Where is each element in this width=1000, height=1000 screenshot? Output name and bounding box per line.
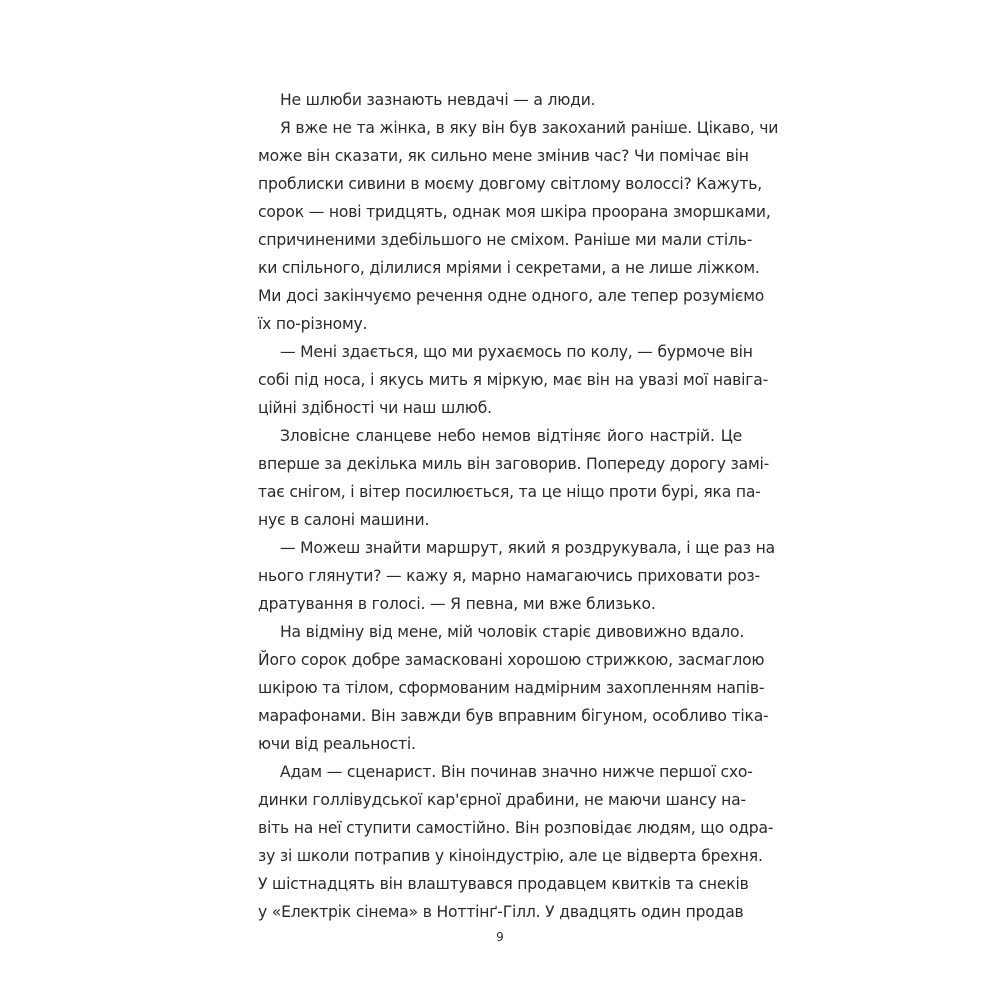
text-line: нує в салоні машини. [258,511,430,529]
text-line: їх по-різному. [258,315,368,333]
text-line: динки голлівудської кар'єрної драбини, не маючи шансу на- [258,791,746,809]
page-number: 9 [496,930,504,944]
text-line: У шістнадцять він влаштувався продавцем квитків та снеків [258,875,749,893]
text-line: вперше за декілька миль він заговорив. Попереду дорогу замі- [258,455,770,473]
text-line: Ми досі закінчуємо речення одне одного, але тепер розуміємо [258,287,765,305]
text-line: тає снігом, і вітер посилюється, та це ніщо проти бурі, яка па- [258,483,761,501]
text-line: — Мені здається, що ми рухаємось по колу, — бурмоче він [280,343,753,361]
text-line: ючи від реальності. [258,735,416,753]
text-line: Не шлюби зазнають невдачі — а люди. [280,91,596,109]
text-line: ки спільного, ділилися мріями і секретами, а не лише ліжком. [258,259,760,277]
text-line: віть на неї ступити самостійно. Він розповідає людям, що одра- [258,819,774,837]
text-line: Зловісне сланцеве небо немов відтіняє його настрій. Це [280,427,742,445]
text-line: — Можеш знайти маршрут, який я роздрукувала, і ще раз на [280,539,775,557]
text-line: сорок — нові тридцять, однак моя шкіра проорана зморшками, [258,203,771,221]
text-line: у «Електрік сінема» в Ноттінґ-Гілл. У двадцять один продав [258,903,744,921]
text-line: На відміну від мене, мій чоловік старіє дивовижно вдало. [280,623,745,641]
text-line: ційні здібності чи наш шлюб. [258,399,492,417]
text-line: Я вже не та жінка, в яку він був закоханий раніше. Цікаво, чи [280,119,779,137]
text-line: шкірою та тілом, сформованим надмірним захопленням напів- [258,679,765,697]
text-line: спричиненими здебільшого не сміхом. Раніше ми мали стіль- [258,231,753,249]
text-line: дратування в голосі. — Я певна, ми вже близько. [258,595,656,613]
text-line: Його сорок добре замасковані хорошою стрижкою, засмаглою [258,651,765,669]
body-text [258,86,779,926]
text-line: нього глянути? — кажу я, марно намагаючись приховати роз- [258,567,760,585]
text-line: Адам — сценарист. Він починав значно нижче першої схо- [280,763,753,781]
text-line: проблиски сивини в моєму довгому світлому волоссі? Кажуть, [258,175,763,193]
text-line: може він сказати, як сильно мене змінив час? Чи помічає він [258,147,749,165]
text-line: зу зі школи потрапив у кіноіндустрію, але це відверта брехня. [258,847,763,865]
text-line: собі під носа, і якусь мить я міркую, має він на увазі мої навіга- [258,371,769,389]
text-line: марафонами. Він завжди був вправним бігуном, особливо тіка- [258,707,769,725]
